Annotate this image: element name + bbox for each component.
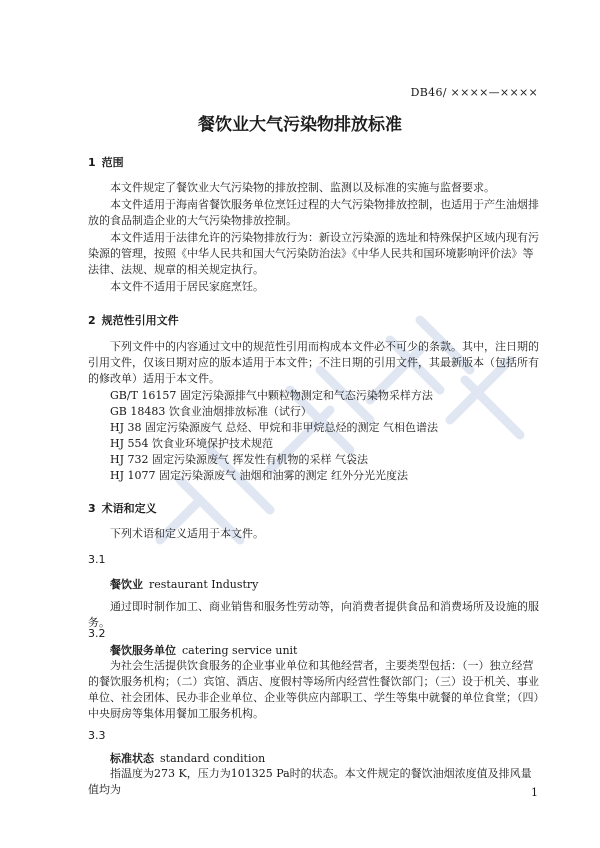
scope-paragraph: 本文件不适用于居民家庭烹饪。 (110, 280, 264, 293)
term-title: 餐饮业 restaurant Industry (110, 578, 259, 591)
section-heading-terms: 3 术语和定义 (88, 502, 157, 515)
reference-item: HJ 554 饮食业环境保护技术规范 (110, 437, 273, 450)
terms-intro: 下列术语和定义适用于本文件。 (110, 527, 264, 540)
term-definition: 通过即时制作加工、商业销售和服务性劳动等，向消费者提供食品和消费场所及设施的服务。 (88, 600, 539, 629)
term-number: 3.2 (88, 627, 106, 640)
scope-paragraph: 本文件适用于法律允许的污染物排放行为：新设立污染源的选址和特殊保护区域内现有污染源的管理，按照《中华人民共和国大气污染防治法》《中华人民共和国环境影响评价法》等法律、法规、规章的相关规定执行。 (88, 231, 539, 276)
term-title: 标准状态 standard condition (110, 752, 266, 765)
page-number: 1 (531, 786, 538, 799)
term-number: 3.1 (88, 553, 106, 566)
term-title: 餐饮服务单位 catering service unit (110, 644, 298, 657)
reference-item: GB/T 16157 固定污染源排气中颗粒物测定和气态污染物采样方法 (110, 389, 433, 402)
term-definition: 为社会生活提供饮食服务的企业事业单位和其他经营者，主要类型包括：（一）独立经营的餐饮服务机构；（二）宾馆、酒店、度假村等场所内经营性餐饮部门；（三）设于机关、事业单位、社会团体、民办非企业单位、企业等供应内部职工、学生等集中就餐的单位食堂；（四）中央厨房等集体用餐加工服务机构。 (88, 659, 539, 720)
reference-item: HJ 38 固定污染源废气 总烃、甲烷和非甲烷总烃的测定 气相色谱法 (110, 421, 438, 434)
section-heading-scope: 1 范围 (88, 156, 124, 169)
document-number: DB46/ ××××—×××× (410, 86, 538, 99)
scope-paragraph: 本文件适用于海南省餐饮服务单位烹饪过程的大气污染物排放控制，也适用于产生油烟排放的食品制造企业的大气污染物排放控制。 (88, 198, 539, 227)
document-title: 餐饮业大气污染物排放标准 (198, 115, 402, 135)
term-definition: 指温度为273 K，压力为101325 Pa时的状态。本文件规定的餐饮油烟浓度值及排风量值均为 (88, 767, 532, 796)
scope-paragraph: 本文件规定了餐饮业大气污染物的排放控制、监测以及标准的实施与监督要求。 (110, 181, 495, 194)
reference-item: GB 18483 饮食业油烟排放标准（试行） (110, 405, 312, 418)
term-number: 3.3 (88, 729, 106, 742)
references-intro: 下列文件中的内容通过文中的规范性引用而构成本文件必不可少的条款。其中，注日期的引用文件，仅该日期对应的版本适用于本文件；不注日期的引用文件，其最新版本（包括所有的修改单）适用于本文件。 (88, 340, 539, 385)
reference-item: HJ 1077 固定污染源废气 油烟和油雾的测定 红外分光光度法 (110, 469, 408, 482)
section-heading-references: 2 规范性引用文件 (88, 314, 179, 327)
reference-item: HJ 732 固定污染源废气 挥发性有机物的采样 气袋法 (110, 453, 368, 466)
